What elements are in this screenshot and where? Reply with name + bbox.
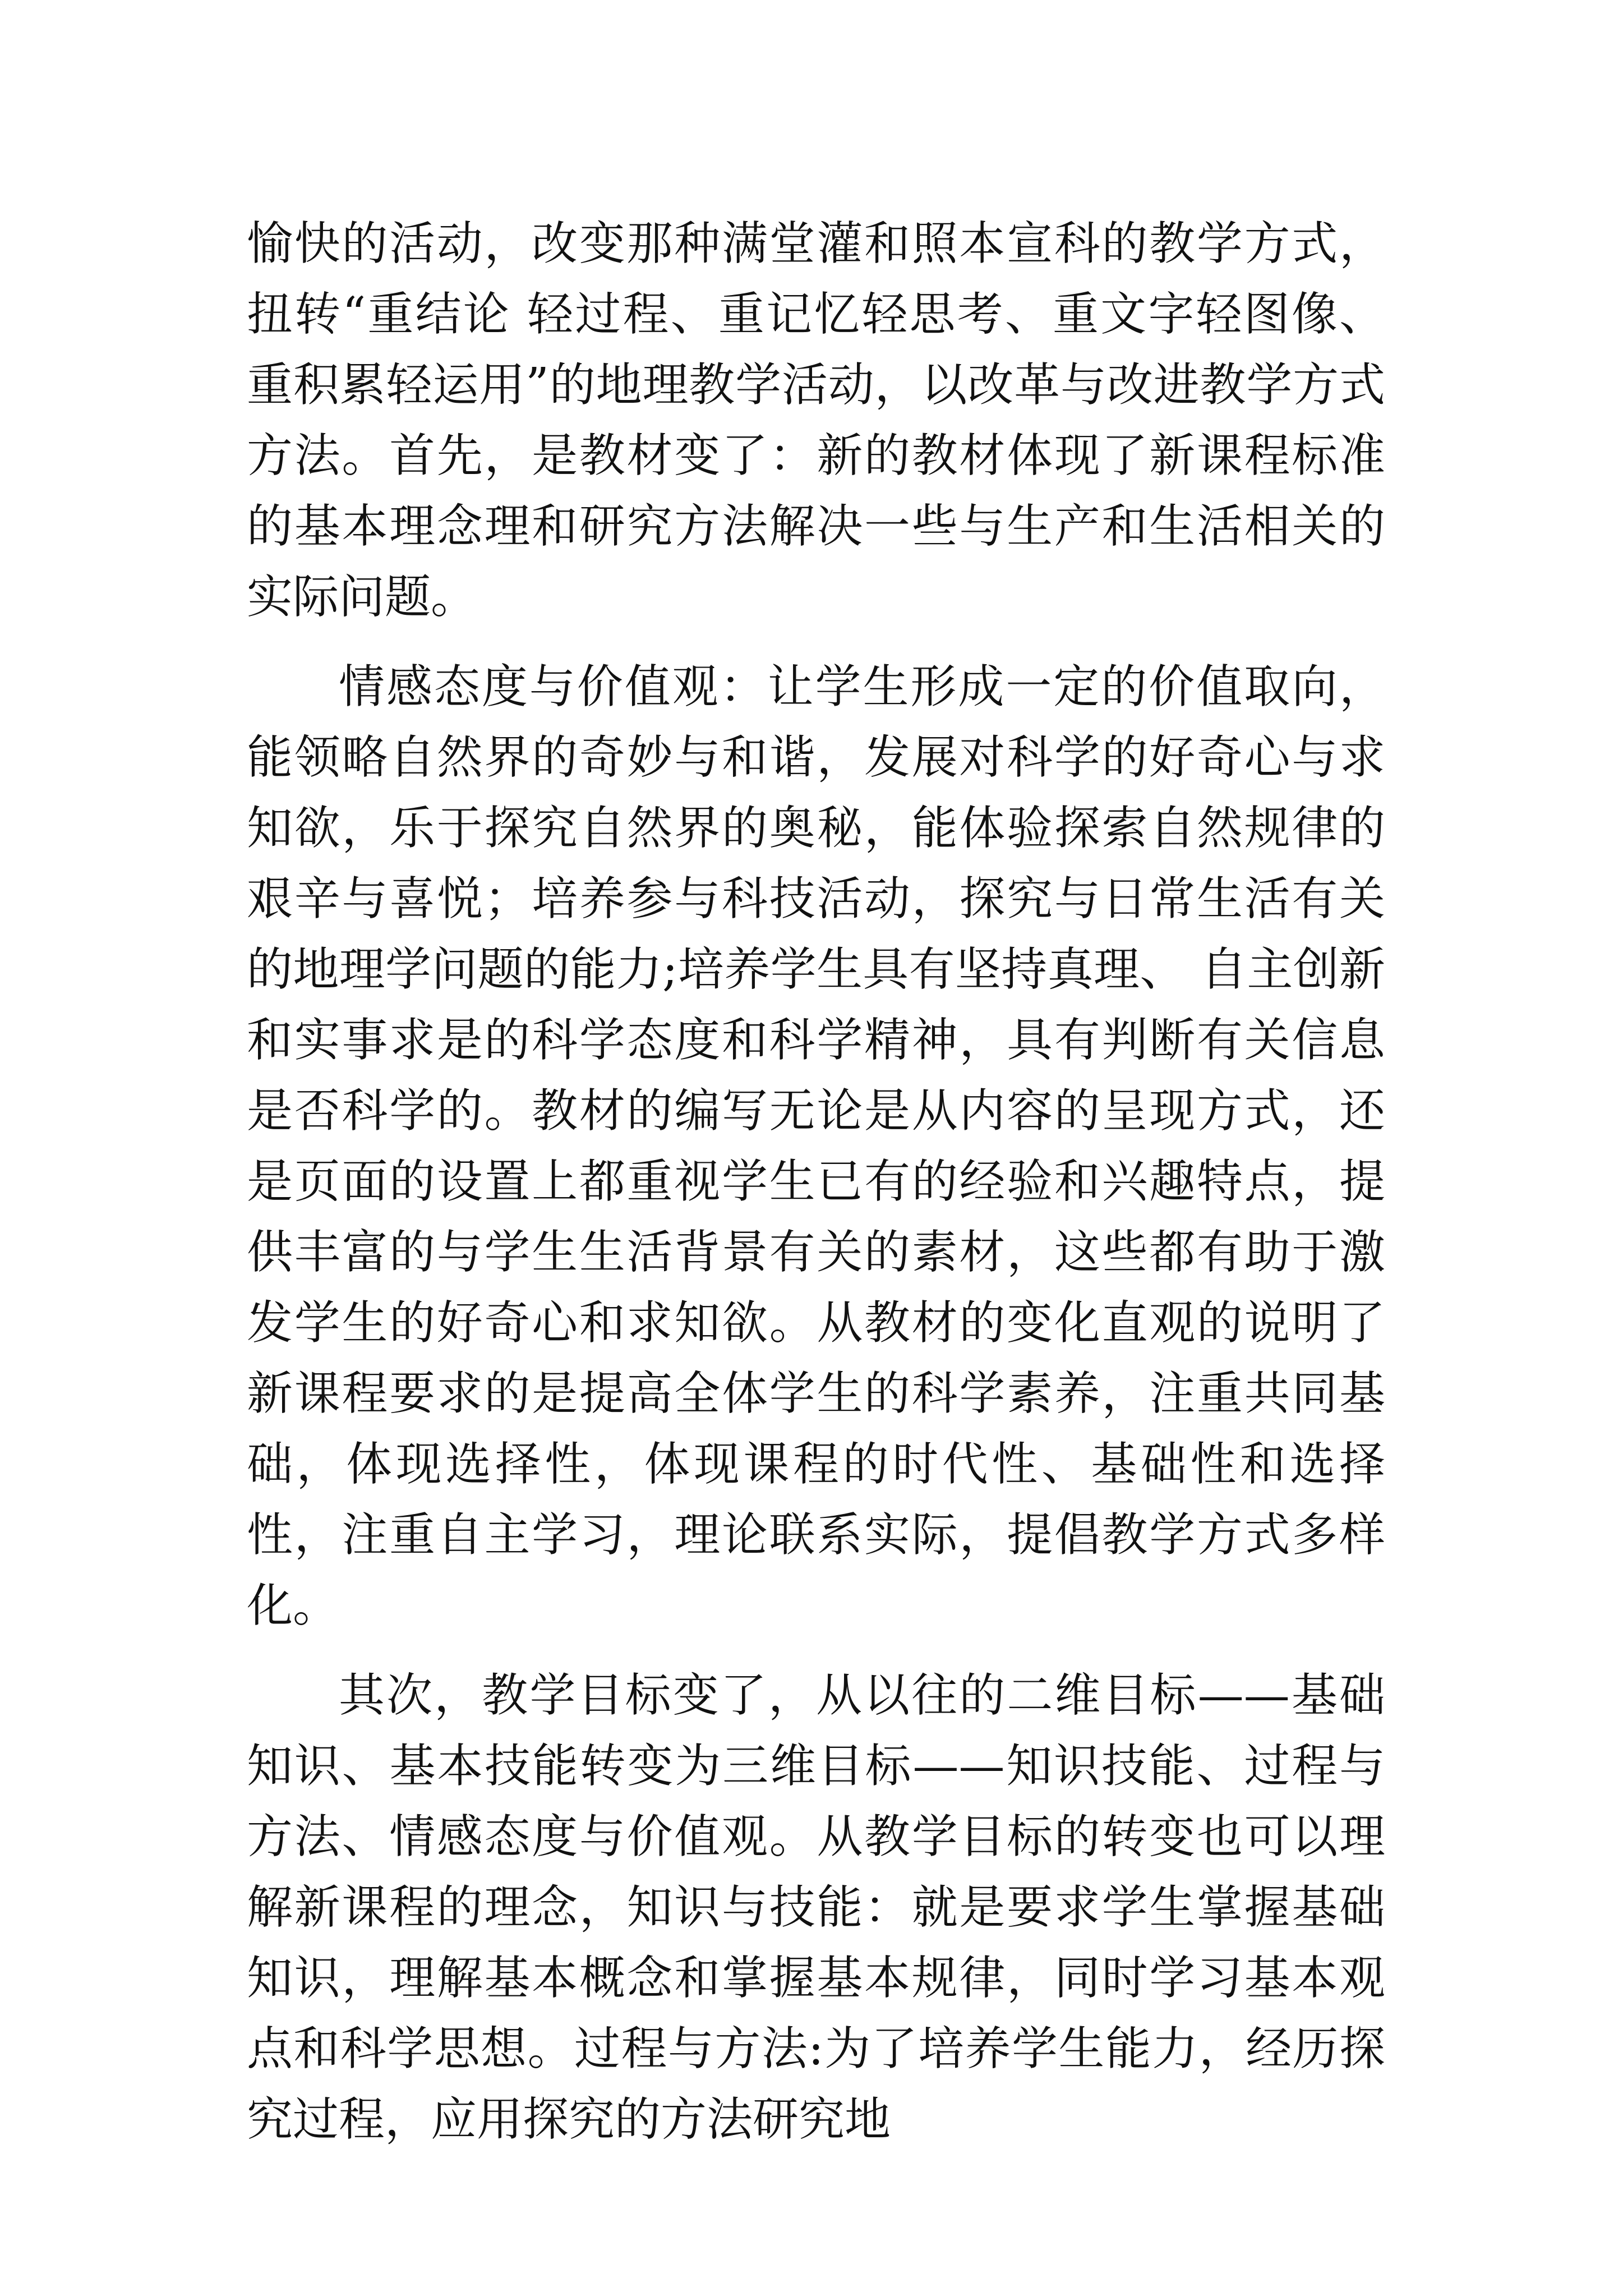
paragraph-3: 其次，教学目标变了，从以往的二维目标——基础知识、基本技能转变为三维目标——知识技能、过程与方法、情感态度与价值观。从教学目标的转变也可以理解新课程的理念，知识与技能：就是要求学生掌握基础知识，理解基本概念和掌握基本规律，同时学习基本观点和科学思想。过程与方法:为了培养学生能力，经历探究过程，应用探究的方法研究地 [247,1669,1385,2146]
paragraph-1: 愉快的活动，改变那种满堂灌和照本宣科的教学方式，扭转“重结论 轻过程、重记忆轻思考、重文字轻图像、重积累轻运用”的地理教学活动，以改革与改进教学方式方法。首先，是教材变了：新的教材体现了新课程标准的基本理念理和研究方法解决一些与生产和生活相关的实际问题。 [247,217,1385,624]
document-body [247,209,1385,2155]
paragraph-2: 情感态度与价值观：让学生形成一定的价值取向，能领略自然界的奇妙与和谐，发展对科学的好奇心与求知欲，乐于探究自然界的奥秘，能体验探索自然规律的艰辛与喜悦；培养参与科技活动，探究与日常生活有关的地理学问题的能力;培养学生具有坚持真理、 自主创新和实事求是的科学态度和科学精神，具有判断有关信息是否科学的。教材的编写无论是从内容的呈现方式，还是页面的设置上都重视学生已有的经验和兴趣特点，提供丰富的与学生生活背景有关的素材，这些都有助于激发学生的好奇心和求知欲。从教材的变化直观的说明了新课程要求的是提高全体学生的科学素养，注重共同基础，体现选择性，体现课程的时代性、基础性和选择性，注重自主学习，理论联系实际，提倡教学方式多样化。 [247,660,1385,1632]
